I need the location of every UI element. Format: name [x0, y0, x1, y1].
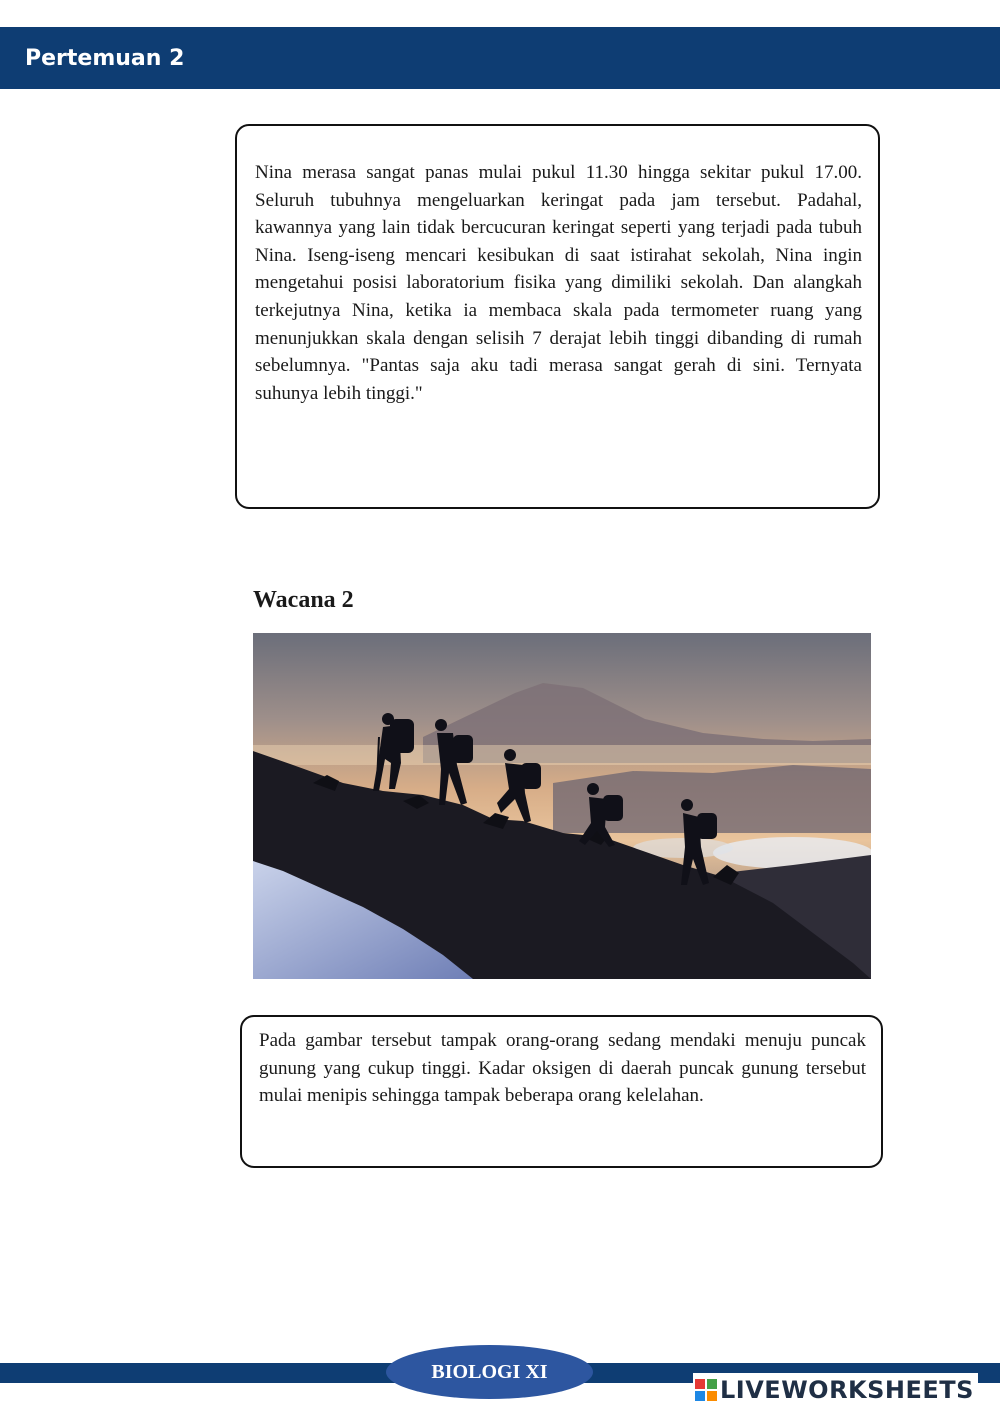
hikers-mountain-photo — [253, 633, 871, 979]
passage-1-text: Nina merasa sangat panas mulai pukul 11.30 hingga sekitar pukul 17.00. Seluruh tubuhnya mengeluarkan keringat pada jam tersebut. Padahal, kawannya yang lain tidak bercucuran keringat seperti yang terjadi pada tubuh Nina. Iseng-iseng mencari kesibukan di saat istirahat sekolah, Nina ingin mengetahui posisi laboratorium fisika yang dimiliki sekolah. Dan alangkah terkejutnya Nina, ketika ia membaca skala pada termometer ruang yang menunjukkan skala dengan selisih 7 derajat lebih tinggi dibanding di rumah sebelumnya. "Pantas saja aku tadi merasa sangat gerah di sini. Ternyata suhunya lebih tinggi." — [255, 162, 862, 404]
passage-1-box — [235, 124, 880, 509]
section-heading: Wacana 2 — [253, 587, 354, 613]
liveworksheets-logo — [693, 1373, 978, 1407]
passage-2-text: Pada gambar tersebut tampak orang-orang sedang mendaki menuju puncak gunung yang cukup tinggi. Kadar oksigen di daerah puncak gunung tersebut mulai menipis sehingga tampak beberapa orang kelelahan. — [259, 1030, 866, 1107]
subject-badge — [386, 1345, 593, 1399]
passage-2-box — [240, 1015, 883, 1168]
liveworksheets-logo-icon — [695, 1379, 717, 1401]
subject-label: BIOLOGI XI — [431, 1360, 548, 1383]
liveworksheets-wordmark: LIVEWORKSHEETS — [720, 1376, 974, 1404]
page-title: Pertemuan 2 — [25, 46, 185, 71]
